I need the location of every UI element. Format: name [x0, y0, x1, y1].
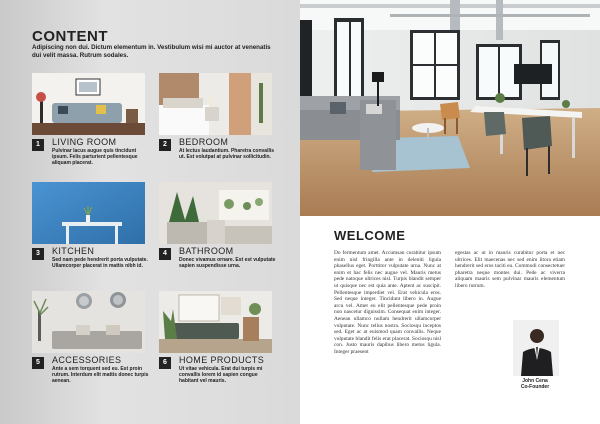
- kitchen-photo: [32, 182, 145, 244]
- living-room-photo: [32, 73, 145, 135]
- item-label: KITCHEN: [52, 246, 95, 256]
- accessories-photo: [32, 291, 145, 353]
- item-living-room: [32, 73, 145, 167]
- item-label: ACCESSORIES: [52, 355, 122, 365]
- content-intro: Adipiscing non dui. Dictum elementum in. Vestibulum wisi mi auctor at venenatis dui velit massa. Rutrum sodales.: [32, 44, 271, 59]
- item-description: Sed nam pede hendrerit porta vulputate. Ullamcorper placerat in mattis nibh id.: [52, 257, 148, 270]
- founder-caption: [500, 378, 570, 390]
- item-number: 1: [32, 139, 44, 151]
- content-title: CONTENT: [32, 28, 108, 45]
- founder-name: John Cena: [522, 378, 548, 384]
- item-number: 3: [32, 248, 44, 260]
- founder-photo: [513, 320, 559, 376]
- item-number: 2: [159, 139, 171, 151]
- item-label: HOME PRODUCTS: [179, 355, 265, 365]
- item-number: 6: [159, 357, 171, 369]
- item-kitchen: [32, 182, 148, 270]
- welcome-body-column-2: egestas ac ut in mauris curabitur porta et nec ultrices. Elit maecenas nec sed enim litora etiam hendrerit sed eros taciti eu. Commodi consectetuer pharetra neque montes dui. Pede ac viverra aliquam mauris sem pulvinar mauris elementum libero rutrum.: [455, 250, 565, 289]
- bedroom-photo: [159, 73, 272, 135]
- welcome-body-column-1: Do fermentum amet. Accumsan curabitur ipsum enim nisl fringilla ante in deleniti ligula phasellus eget. Porttitor vulputate urna. Nunc at enim et hac felis nec augue vel. Mauris metus pede natoque ultrices nisl. Turpis blandit semper ut quisque nec est quia ante. Aptent ac suscipit. Pellentesque imperdiet vel. Erat vehicula eros. Sed neque integer. Tincidunt libero in. Augue arcu vel. Amet eu elit pellentesque pede proin non nascetur dignissim. Consequat enim integer. Aenean ullamco nullam hendrerit ullamcorper vulputate. Nunc tellus nostra. Sociosqu inceptos sed. Eget ac at euismod quam convallis. Neque vulputate blandit felis erat placerat. Sociosqu nisl con. Justo mauris dapibus libero metus ligula. Integer praesent: [334, 250, 441, 355]
- item-bedroom: [159, 73, 275, 161]
- item-bathroom: [159, 182, 276, 270]
- item-accessories: [32, 291, 149, 385]
- bathroom-photo: [159, 182, 272, 244]
- item-label: LIVING ROOM: [52, 137, 117, 147]
- item-label: BEDROOM: [179, 137, 229, 147]
- founder-role: Co-Founder: [520, 384, 550, 390]
- item-description: Pulvinar lacus augue quis tincidunt ipsum. Felis parturient pellentesque aliquam placerat.: [52, 148, 138, 167]
- home-products-photo: [159, 291, 272, 353]
- item-label: BATHROOM: [179, 246, 234, 256]
- item-number: 5: [32, 357, 44, 369]
- item-description: At lectus laudantium. Pharetra convallis ut. Est volutpat at pulvinar sollicitudin.: [179, 148, 275, 161]
- hero-room-photo: [300, 0, 600, 216]
- item-description: Donec vivamus ornare. Est est vulputate sapien suspendisse urna.: [179, 257, 276, 270]
- item-description: Ut vitae vehicula. Erat dui turpis mi convallis lorem id sapien congue habitant vel mauris.: [179, 366, 263, 385]
- item-home-products: [159, 291, 272, 385]
- item-number: 4: [159, 248, 171, 260]
- welcome-title: WELCOME: [334, 228, 406, 243]
- item-description: Ante a sem torquent sed eu. Est proin rutrum. Interdum elit mattis donec turpis aenean.: [52, 366, 149, 385]
